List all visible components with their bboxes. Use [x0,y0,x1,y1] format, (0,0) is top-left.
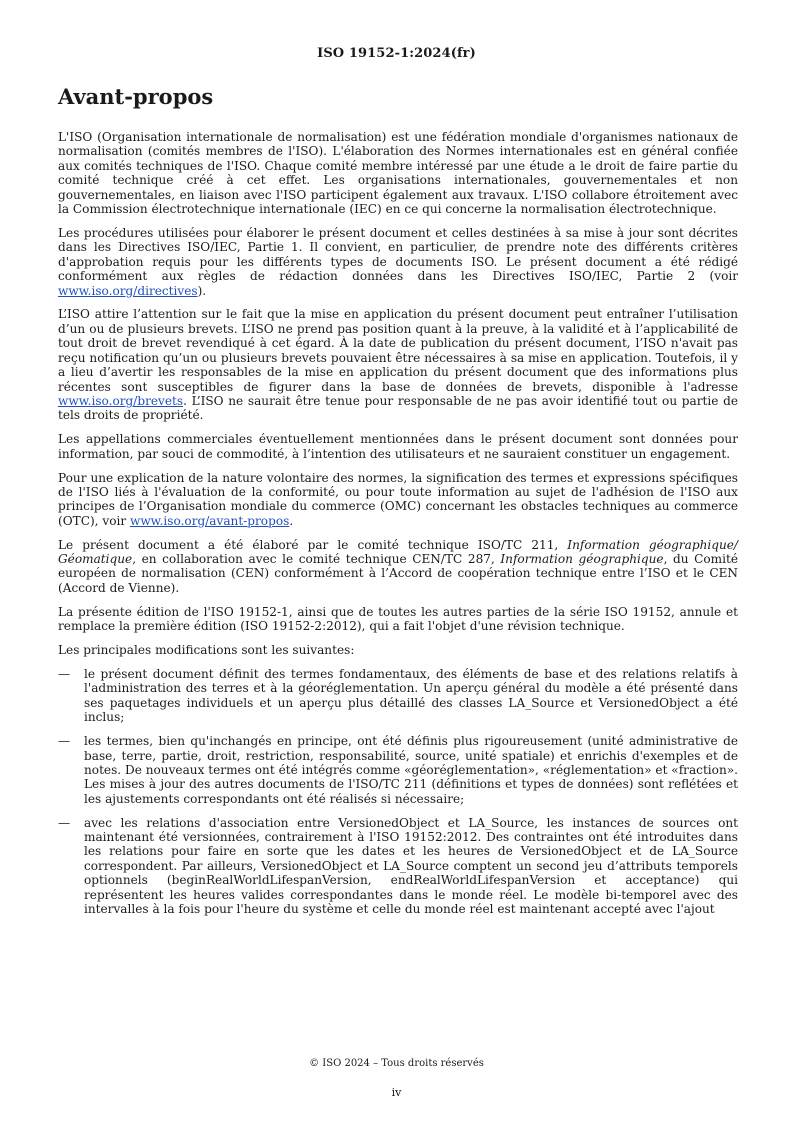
paragraph-procedures [58,226,738,298]
paragraph-voluntary-nature [58,471,738,529]
list-item-text: avec les relations d'association entre VersionedObject et LA_Source, les instances de sources ont maintenant été versionnées, contrairement à l'ISO 19152:2012. Des contraintes ont été introduites dans les relations pour faire en sorte que les dates et les heures de VersionedObject et de LA_Source correspondent. Par ailleurs, VersionedObject et LA_Source comptent un second jeu d’attributs temporels optionnels (beginRealWorldLifespanVersion, endRealWorldLifespanVersion et acceptance) qui représentent les heures valides correspondantes dans le monde réel. Le modèle bi-temporel avec des intervalles à la fois pour l'heure du système et celle du monde réel est maintenant accepté avec l'ajout [84,815,738,917]
paragraph-patents-end: . L’ISO ne saurait être tenue pour responsable de ne pas avoir identifié tout ou partie de tels droits de propriété. [58,393,738,423]
changes-list [58,667,738,917]
list-item [58,667,738,725]
dash-bullet: — [58,734,71,749]
paragraph-committee-c: , du Comité européen de normalisation (CEN) conformément à l’Accord de coopération technique entre l’ISO et le CEN (Accord de Vienne). [58,552,738,595]
link-iso-brevets[interactable]: www.iso.org/brevets [58,393,184,408]
link-iso-directives[interactable]: www.iso.org/directives [58,283,198,298]
list-item-text: les termes, bien qu'inchangés en principe, ont été définis plus rigoureusement (unité administrative de base, terre, partie, droit, restriction, responsabilité, source, unité spatiale) et enrichis d'exemples et de notes. De nouveaux termes ont été intégrés comme «géoréglementation», «réglementation» et «fraction». Les mises à jour des autres documents de l'ISO/TC 211 (définitions et types de données) sont reflétées et les ajustements correspondants ont été réalisés si nécessaire; [84,734,738,806]
list-item-text: le présent document définit des termes fondamentaux, des éléments de base et des relations relatifs à l'administration des terres et à la géoréglementation. Un aperçu général du modèle a été présenté dans ses paquetages individuels et un aperçu plus détaillé des classes LA_Source et VersionedObject a été inclus; [84,667,738,725]
paragraph-voluntary-nature-end: . [289,513,294,528]
paragraph-committee-a: Le présent document a été élaboré par le comité technique ISO/TC 211, [58,537,568,552]
paragraph-committee [58,538,738,596]
copyright-footer: © ISO 2024 – Tous droits réservés [309,1058,484,1069]
list-item [58,816,738,917]
paragraph-voluntary-nature-text: Pour une explication de la nature volontaire des normes, la signification des termes et expressions spécifiques de l'ISO liés à l'évaluation de la conformité, ou pour toute information au sujet de l'adhésion de l'ISO aux principes de l’Organisation mondiale du commerce (OMC) concernant les obstacles techniques au commerce (OTC), voir [58,470,738,528]
paragraph-iso-intro: L'ISO (Organisation internationale de normalisation) est une fédération mondiale d'organismes nationaux de normalisation (comités membres de l'ISO). L'élaboration des Normes internationales est en général confiée aux comités techniques de l'ISO. Chaque comité membre intéressé par une étude a le droit de faire partie du comité technique créé à cet effet. Les organisations internationales, gouvernementales et non gouvernementales, en liaison avec l'ISO participent également aux travaux. L'ISO collabore étroitement avec la Commission électrotechnique internationale (IEC) en ce qui concerne la normalisation électrotechnique. [58,130,738,217]
list-item [58,734,738,806]
dash-bullet: — [58,815,71,830]
paragraph-patents [58,307,738,422]
paragraph-trade-names: Les appellations commerciales éventuellement mentionnées dans le présent document sont données pour information, par souci de commodité, à l’intention des utilisateurs et ne sauraient constituer un engagement. [58,432,738,461]
paragraph-procedures-text: Les procédures utilisées pour élaborer le présent document et celles destinées à sa mise à jour sont décrites dans les Directives ISO/IEC, Partie 1. Il convient, en particulier, de prendre note des différents critères d'approbation requis pour les différents types de documents ISO. Le présent document a été rédigé conformément aux règles de rédaction données dans les Directives ISO/IEC, Partie 2 (voir [58,225,738,284]
page-title: Avant-propos [58,84,214,109]
document-id-header: ISO 19152-1:2024(fr) [317,46,476,61]
link-iso-avant-propos[interactable]: www.iso.org/avant-propos [129,513,290,528]
committee-title-italic-1: Information géographique/ Géomatique [58,537,738,567]
page-number: iv [391,1086,402,1099]
paragraph-patents-text: L’ISO attire l’attention sur le fait que la mise en application du présent document peut entraîner l’utilisation d’un ou de plusieurs brevets. L’ISO ne prend pas position quant à la preuve, à la validité et à l’applicabilité de tout droit de brevet revendiqué à cet égard. À la date de publication du présent document, l’ISO n'avait pas reçu notification qu’un ou plusieurs brevets pouvaient être nécessaires à sa mise en application. Toutefois, il y a lieu d’avertir les responsables de la mise en application du présent document que des informations plus récentes sont susceptibles de figurer dans la base de données de brevets, disponible à l'adresse [58,307,738,394]
committee-title-italic-2: Information géographique [500,552,664,567]
document-body [58,130,738,926]
paragraph-edition: La présente édition de l'ISO 19152-1, ainsi que de toutes les autres parties de la série ISO 19152, annule et remplace la première édition (ISO 19152-2:2012), qui a fait l'objet d'une révision technique. [58,604,738,634]
paragraph-committee-b: , en collaboration avec le comité technique CEN/TC 287, [132,552,501,567]
paragraph-changes-intro: Les principales modifications sont les suivantes: [58,643,355,658]
paragraph-procedures-end: ). [197,283,207,298]
dash-bullet: — [58,667,71,681]
